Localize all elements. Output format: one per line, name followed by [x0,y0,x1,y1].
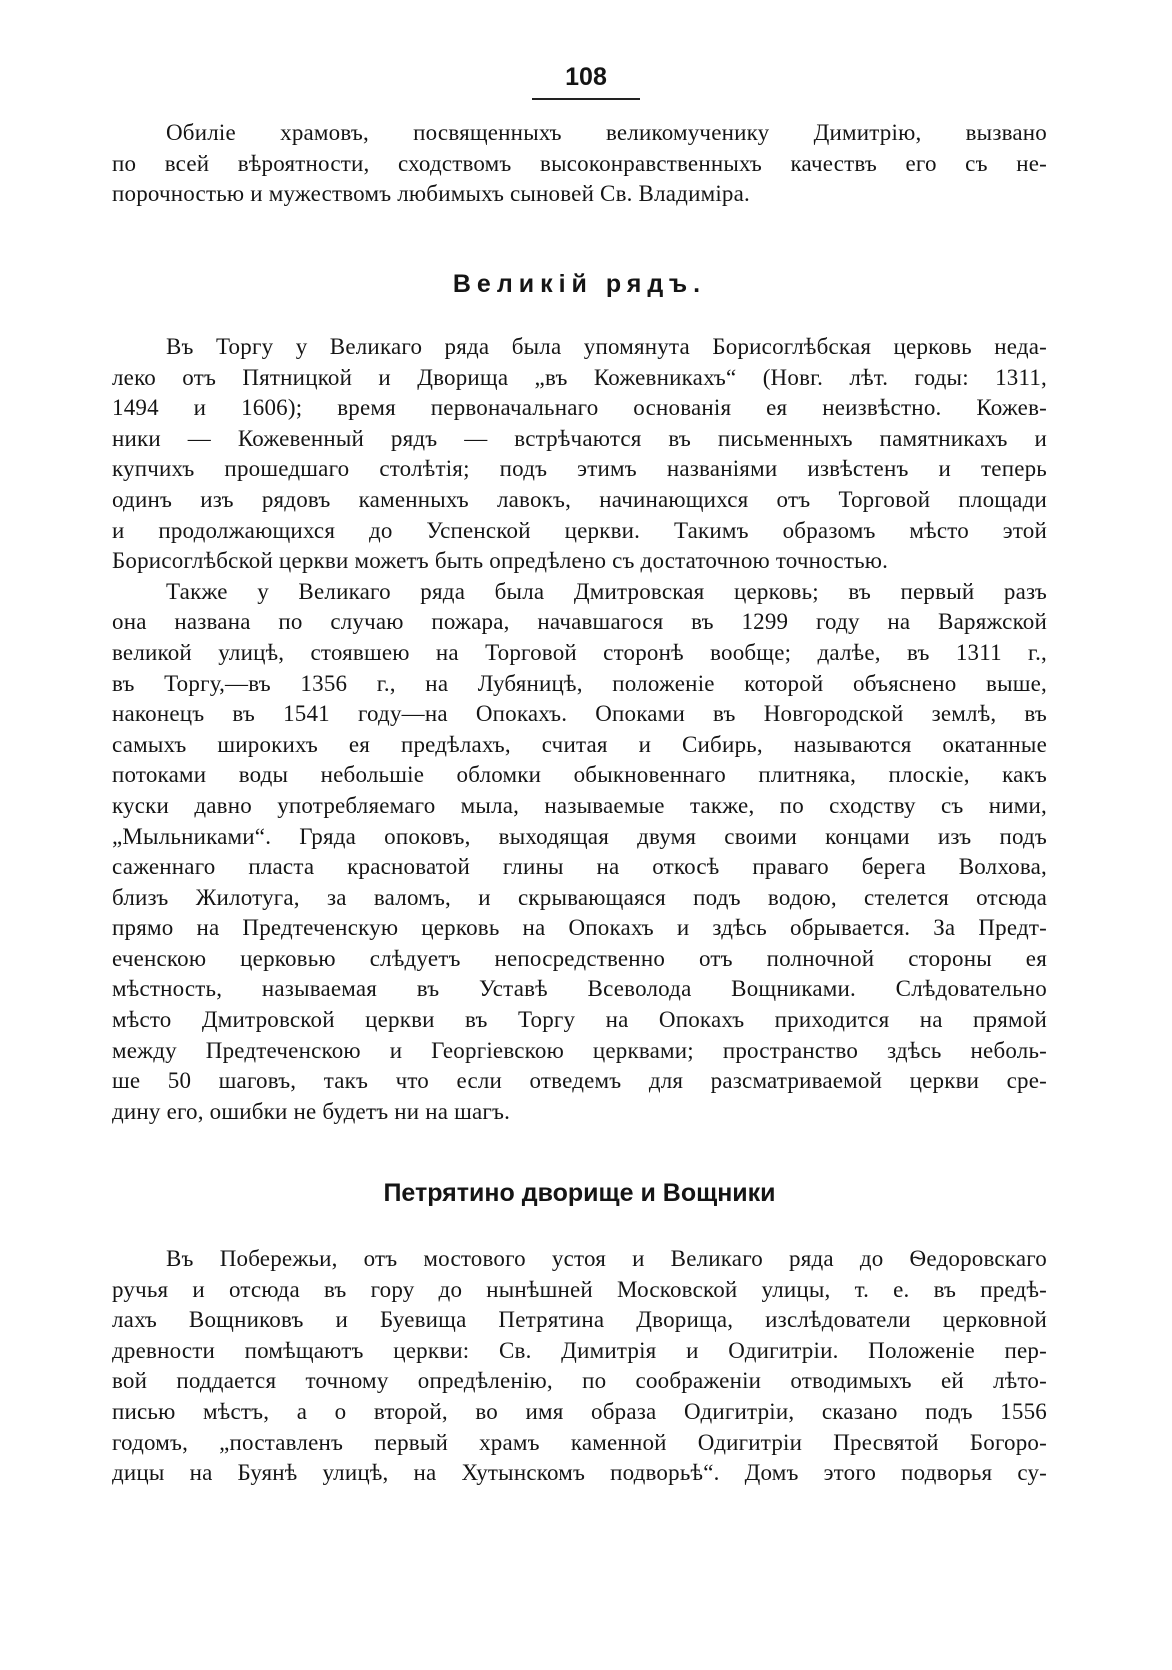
section-heading-petryatino-dvorishche: Петрятино дворище и Вощники [383,1179,776,1207]
text-line: 1494 и 1606); время первоначальнаго основанія ея неизвѣстно. Кожев- [112,395,1047,421]
text-line: саженнаго пласта красноватой глины на откосѣ праваго берега Волхова, [112,854,1047,880]
text-line: одинъ изъ рядовъ каменныхъ лавокъ, начинающихся отъ Торговой площади [112,486,1047,512]
page-number-block [532,62,640,100]
text-line: и продолжающихся до Успенской церкви. Такимъ образомъ мѣсто этой [112,517,1047,543]
text-line: „Мыльниками“. Гряда опоковъ, выходящая двумя своими концами изъ подъ [112,823,1047,849]
text-line: потоками воды небольшіе обломки обыкновеннаго плитняка, плоскіе, какъ [112,762,1047,788]
text-line: по всей вѣроятности, сходствомъ высоконравственныхъ качествъ его съ не- [112,150,1047,176]
text-line: великой улицѣ, стоявшею на Торговой сторонѣ вообще; далѣе, въ 1311 г., [112,639,1047,665]
text-line: между Предтеченскою и Георгіевскою церквами; пространство здѣсь неболь- [112,1037,1047,1063]
text-line: лахъ Вощниковъ и Буевища Петрятина Дворища, изслѣдователи церковной [112,1307,1047,1333]
section-heading-velikiy-ryad: Великій рядъ. [452,270,707,298]
text-line: прямо на Предтеченскую церковь на Опокахъ и здѣсь обрывается. За Предт- [112,915,1047,941]
text-line: наконецъ въ 1541 году—на Опокахъ. Опоками въ Новгородской землѣ, въ [112,701,1047,727]
text-line: Также у Великаго ряда была Дмитровская церковь; въ первый разъ [166,578,1047,604]
text-line: древности помѣщаютъ церкви: Св. Димитрія и Одигитріи. Положеніе пер- [112,1337,1047,1363]
text-line: ники — Кожевенный рядъ — встрѣчаются въ письменныхъ памятникахъ и [112,425,1047,451]
text-line: писью мѣстъ, а о второй, во имя образа Одигитріи, сказано подъ 1556 [112,1398,1047,1424]
text-line: ше 50 шаговъ, такъ что если отведемъ для разсматриваемой церкви сре- [112,1068,1047,1094]
section2-body [112,1244,1047,1489]
text-line: леко отъ Пятницкой и Дворища „въ Кожевникахъ“ (Новг. лѣт. годы: 1311, [112,364,1047,390]
section1-body [112,332,1047,1127]
text-line: дину его, ошибки не будетъ ни на шагъ. [112,1098,511,1124]
text-line: близъ Жилотуга, за валомъ, и скрывающаяся подъ водою, стелется отсюда [112,884,1047,910]
text-line: годомъ, „поставленъ первый храмъ каменной Одигитріи Пресвятой Богоро- [112,1429,1047,1455]
text-line: Обиліе храмовъ, посвященныхъ великомученику Димитрію, вызвано [166,120,1047,145]
text-line: мѣстность, называемая въ Уставѣ Всеволода Вощниками. Слѣдовательно [112,976,1047,1002]
text-line: она названа по случаю пожара, начавшагося въ 1299 году на Варяжской [112,609,1047,635]
text-line: вой поддается точному опредѣленію, по соображеніи отводимыхъ ей лѣто- [112,1368,1047,1394]
text-line: дицы на Буянѣ улицѣ, на Хутынскомъ подворьѣ“. Домъ этого подворья су- [112,1460,1047,1486]
text-line: самыхъ широкихъ ея предѣлахъ, считая и Сибирь, называются окатанные [112,731,1047,757]
page-number: 108 [565,63,607,91]
text-line: въ Торгу,—въ 1356 г., на Лубяницѣ, положеніе которой объяснено выше, [112,670,1047,696]
page-number-rule [532,98,640,100]
text-line: мѣсто Дмитровской церкви въ Торгу на Опокахъ приходится на прямой [112,1007,1047,1033]
text-line: порочностью и мужествомъ любимыхъ сыновей Св. Владиміра. [112,181,750,207]
text-line: еченскою церковью слѣдуетъ непосредственно отъ полночной стороны ея [112,945,1047,971]
intro-paragraph [112,118,1047,210]
text-line: куски давно употребляемаго мыла, называемые также, по сходству съ ними, [112,792,1047,818]
text-line: Борисоглѣбской церкви можетъ быть опредѣлено съ достаточною точностью. [112,548,889,574]
text-line: купчихъ прошедшаго столѣтія; подъ этимъ названіями извѣстенъ и теперь [112,456,1047,482]
text-line: Въ Побережьи, отъ мостового устоя и Великаго ряда до Ѳедоровскаго [166,1246,1047,1271]
text-line: ручья и отсюда въ гору до нынѣшней Московской улицы, т. е. въ предѣ- [112,1276,1047,1302]
text-line: Въ Торгу у Великаго ряда была упомянута Борисоглѣбская церковь неда- [166,334,1047,359]
